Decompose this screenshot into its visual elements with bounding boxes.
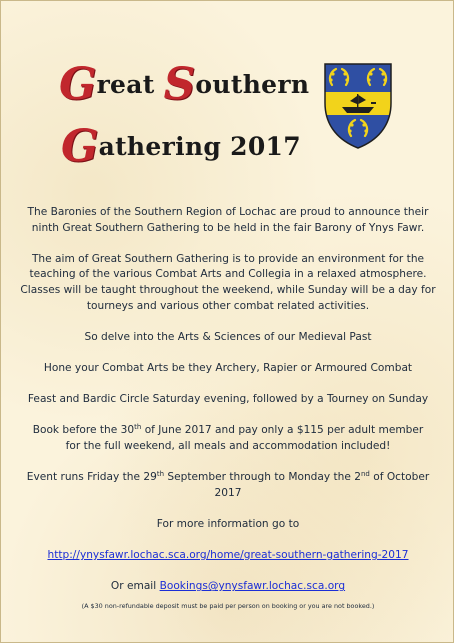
- intro-paragraph: The Baronies of the Southern Region of Lochac are proud to announce their ninth Great Southern Gathering to be held in the fair Barony of Ynys Fawr.: [27, 206, 429, 234]
- hone-line: Hone your Combat Arts be they Archery, Rapier or Armoured Combat: [43, 361, 413, 374]
- title-initial: G: [61, 121, 99, 172]
- title-text: reat: [96, 70, 164, 99]
- booking-paragraph: [15, 423, 441, 454]
- title-text: athering 2017: [98, 132, 301, 161]
- title-line-1: [59, 57, 310, 113]
- booking-text: of June 2017 and pay only a $115 per adult member: [141, 424, 424, 437]
- url-line: [15, 548, 441, 564]
- event-dates-line: [15, 470, 441, 501]
- ordinal-suffix: th: [156, 470, 165, 479]
- booking-text: Book before the 30: [32, 424, 135, 437]
- email-line: [15, 579, 441, 595]
- ordinal-suffix: th: [134, 423, 142, 432]
- more-info-line: For more information go to: [156, 517, 300, 530]
- title-text: outhern: [195, 70, 310, 99]
- booking-text: for the full weekend, all meals and accommodation included!: [65, 439, 391, 452]
- barony-shield-icon: [324, 63, 392, 149]
- title-initial: S: [163, 59, 196, 110]
- event-text: Event runs Friday the 29: [26, 471, 157, 484]
- feast-line: Feast and Bardic Circle Saturday evening, followed by a Tourney on Sunday: [27, 393, 429, 406]
- booking-email-link[interactable]: Bookings@ynysfawr.lochac.sca.org: [159, 580, 346, 593]
- event-text: September through to Monday the 2: [164, 471, 361, 484]
- title-line-2: [59, 119, 299, 175]
- ordinal-suffix: nd: [361, 470, 370, 479]
- aim-paragraph: The aim of Great Southern Gathering is to provide an environment for the teaching of the various Combat Arts and Collegia in a relaxed atmosphere. Classes will be taught throughout the weekend, while Sunday will be a day for tourneys and various other combat related activities.: [20, 252, 436, 312]
- title-initial: G: [59, 59, 97, 110]
- flyer-title: [59, 57, 310, 175]
- deposit-note: (A $30 non-refundable deposit must be paid per person on booking or you are not booked.): [81, 602, 375, 611]
- event-website-link[interactable]: http://ynysfawr.lochac.sca.org/home/great-southern-gathering-2017: [47, 549, 409, 562]
- flyer-body: [15, 205, 441, 627]
- email-prefix: Or email: [110, 580, 160, 593]
- delve-line: So delve into the Arts & Sciences of our Medieval Past: [84, 330, 372, 343]
- event-text: of October 2017: [214, 471, 430, 499]
